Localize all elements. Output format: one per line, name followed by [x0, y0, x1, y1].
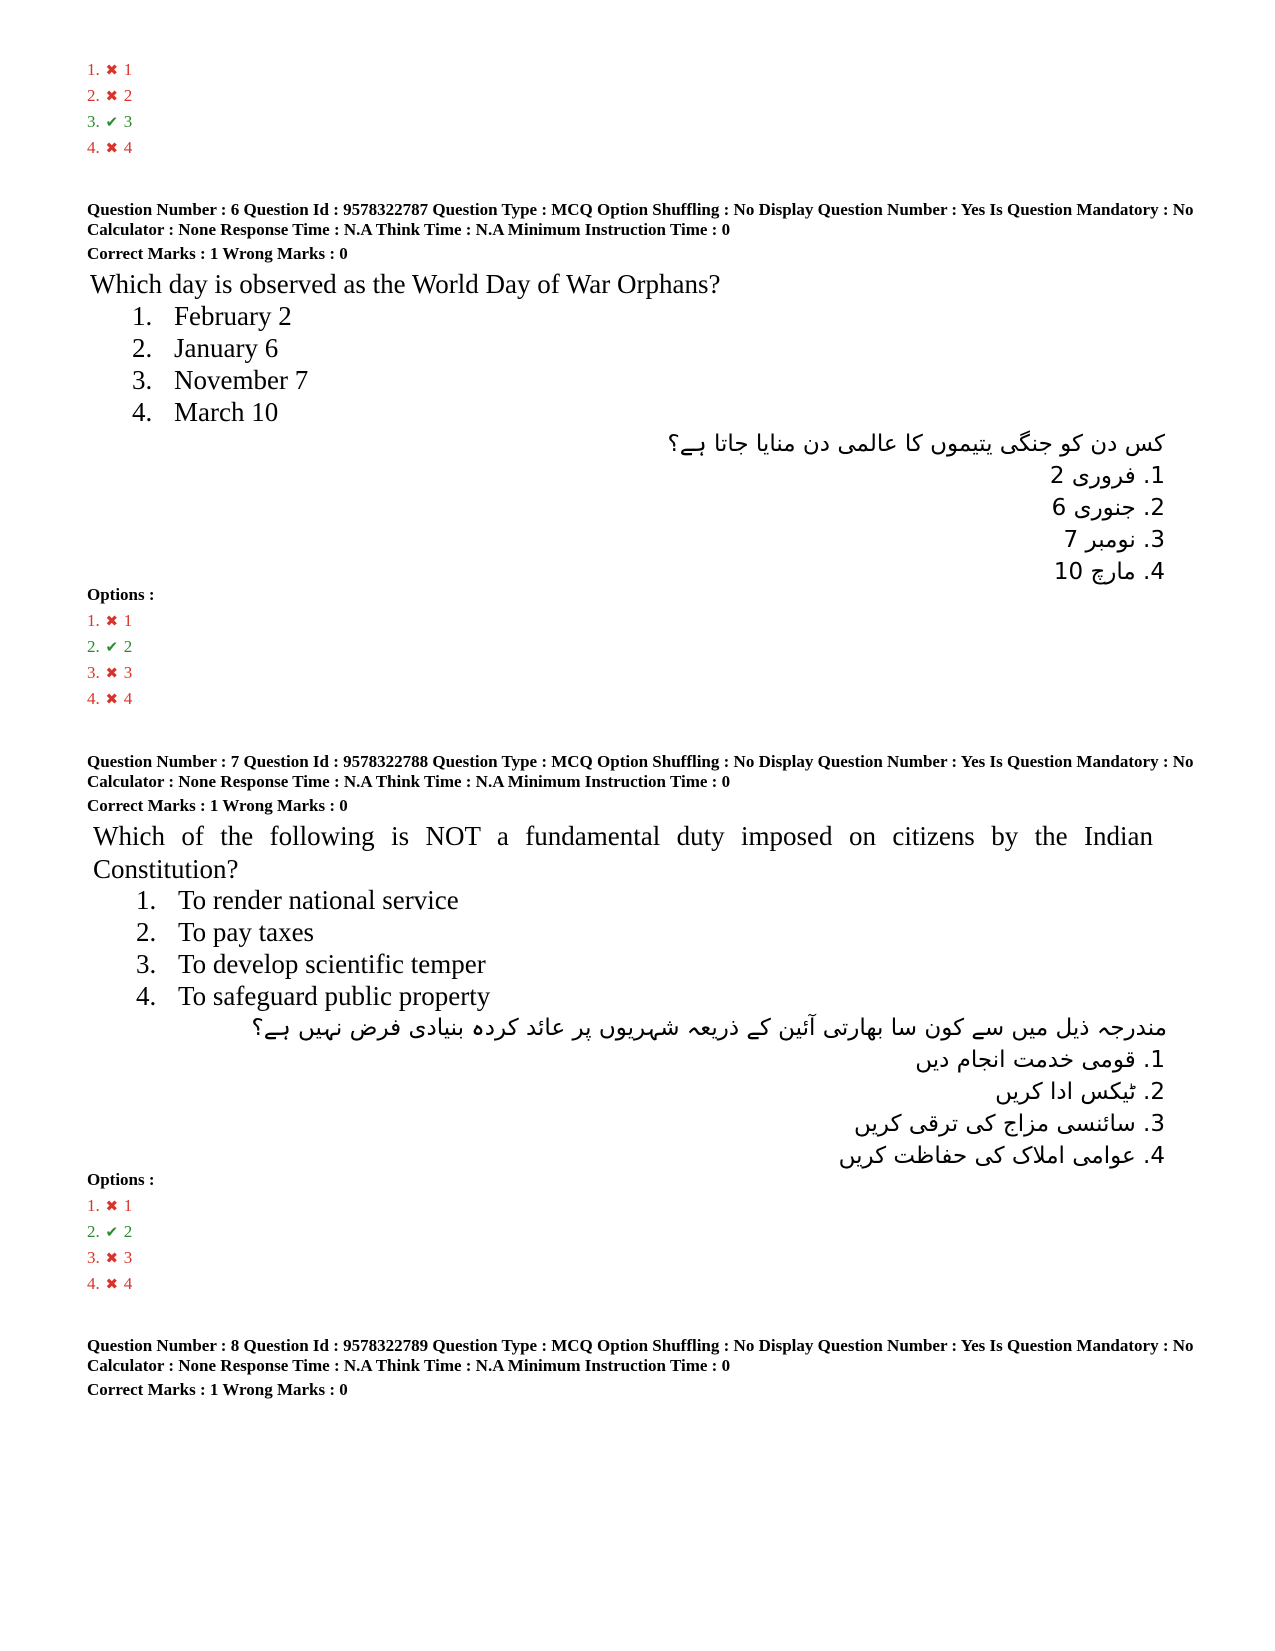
question-meta: Question Number : 6 Question Id : 9578322787 Question Type : MCQ Option Shuffling : No Display Question Number : Yes Is Question Mandatory : No Calculator : None Response Time : N.A Think Time : N.A Minimum Instruction Time : 0: [87, 200, 1194, 239]
cross-icon: ✖: [105, 1199, 119, 1215]
question-text-english: Which of the following is NOT a fundamental duty imposed on citizens by the Indian Constitution?: [93, 821, 1153, 884]
choice-text: March 10: [174, 397, 279, 427]
option-value: 2: [123, 86, 133, 105]
choice-number: 3.: [132, 365, 153, 395]
choice-english: [132, 332, 278, 365]
options-label: Options :: [87, 1170, 155, 1189]
choice-urdu: 1. فروری 2: [1049, 463, 1165, 489]
cross-icon: ✖: [105, 614, 119, 630]
cross-icon: ✖: [105, 666, 119, 682]
choice-english: [136, 980, 490, 1013]
check-icon: ✔: [105, 115, 119, 131]
option-number: 3.: [87, 663, 100, 682]
check-icon: ✔: [105, 640, 119, 656]
option-value: 3: [123, 1248, 133, 1267]
choice-urdu: 1. قومی خدمت انجام دیں: [915, 1047, 1165, 1073]
choice-text: To pay taxes: [178, 917, 315, 947]
option-row: [87, 60, 132, 81]
choice-number: 1.: [136, 885, 157, 915]
choice-urdu: 2. ٹیکس ادا کریں: [995, 1079, 1165, 1105]
option-number: 1.: [87, 611, 100, 630]
option-value: 4: [123, 689, 133, 708]
choice-number: 4.: [136, 981, 157, 1011]
option-row: [87, 637, 132, 658]
option-row: [87, 1196, 132, 1217]
option-value: 1: [123, 611, 133, 630]
option-number: 3.: [87, 112, 100, 131]
option-row: [87, 611, 132, 632]
option-number: 1.: [87, 1196, 100, 1215]
option-number: 2.: [87, 1222, 100, 1241]
option-number: 1.: [87, 60, 100, 79]
option-number: 2.: [87, 637, 100, 656]
question-meta: Question Number : 8 Question Id : 9578322789 Question Type : MCQ Option Shuffling : No Display Question Number : Yes Is Question Mandatory : No Calculator : None Response Time : N.A Think Time : N.A Minimum Instruction Time : 0: [87, 1336, 1194, 1375]
cross-icon: ✖: [105, 1277, 119, 1293]
choice-english: [132, 300, 292, 333]
option-value: 2: [123, 1222, 133, 1241]
option-number: 4.: [87, 138, 100, 157]
choice-text: To safeguard public property: [178, 981, 491, 1011]
question-text-urdu: کس دن کو جنگی یتیموں کا عالمی دن منایا جاتا ہے؟: [667, 431, 1165, 457]
option-number: 4.: [87, 1274, 100, 1293]
choice-text: To render national service: [178, 885, 459, 915]
option-value: 2: [123, 637, 133, 656]
choice-text: To develop scientific temper: [178, 949, 486, 979]
option-value: 4: [123, 138, 133, 157]
question-marks: Correct Marks : 1 Wrong Marks : 0: [87, 1380, 348, 1399]
option-row: [87, 689, 132, 710]
choice-urdu: 4. مارچ 10: [1053, 559, 1165, 585]
choice-english: [132, 396, 278, 429]
choice-urdu: 2. جنوری 6: [1051, 495, 1165, 521]
option-number: 4.: [87, 689, 100, 708]
option-value: 3: [123, 663, 133, 682]
choice-text: January 6: [174, 333, 279, 363]
choice-text: November 7: [174, 365, 309, 395]
choice-urdu: 4. عوامی املاک کی حفاظت کریں: [838, 1143, 1165, 1169]
option-number: 3.: [87, 1248, 100, 1267]
question-marks: Correct Marks : 1 Wrong Marks : 0: [87, 796, 348, 815]
check-icon: ✔: [105, 1225, 119, 1241]
choice-number: 1.: [132, 301, 153, 331]
option-value: 4: [123, 1274, 133, 1293]
option-row: [87, 1248, 132, 1269]
choice-english: [132, 364, 308, 397]
cross-icon: ✖: [105, 63, 119, 79]
choice-number: 4.: [132, 397, 153, 427]
choice-urdu: 3. نومبر 7: [1063, 527, 1165, 553]
option-row: [87, 112, 132, 133]
cross-icon: ✖: [105, 89, 119, 105]
option-value: 1: [123, 1196, 133, 1215]
option-row: [87, 138, 132, 159]
question-text-urdu: مندرجہ ذیل میں سے کون سا بھارتی آئین کے ذریعہ شہریوں پر عائد کردہ بنیادی فرض نہیں ہے؟: [251, 1015, 1167, 1041]
option-value: 3: [123, 112, 133, 131]
choice-number: 2.: [136, 917, 157, 947]
option-value: 1: [123, 60, 133, 79]
option-row: [87, 1222, 132, 1243]
choice-number: 3.: [136, 949, 157, 979]
question-marks: Correct Marks : 1 Wrong Marks : 0: [87, 244, 348, 263]
option-number: 2.: [87, 86, 100, 105]
choice-text: February 2: [174, 301, 292, 331]
cross-icon: ✖: [105, 141, 119, 157]
option-row: [87, 1274, 132, 1295]
choice-urdu: 3. سائنسی مزاج کی ترقی کریں: [854, 1111, 1165, 1137]
choice-english: [136, 948, 486, 981]
choice-english: [136, 916, 314, 949]
option-row: [87, 663, 132, 684]
options-label: Options :: [87, 585, 155, 604]
choice-number: 2.: [132, 333, 153, 363]
cross-icon: ✖: [105, 1251, 119, 1267]
option-row: [87, 86, 132, 107]
cross-icon: ✖: [105, 692, 119, 708]
question-meta: Question Number : 7 Question Id : 9578322788 Question Type : MCQ Option Shuffling : No Display Question Number : Yes Is Question Mandatory : No Calculator : None Response Time : N.A Think Time : N.A Minimum Instruction Time : 0: [87, 752, 1194, 791]
question-text-english: Which day is observed as the World Day of War Orphans?: [90, 269, 721, 299]
choice-english: [136, 884, 459, 917]
